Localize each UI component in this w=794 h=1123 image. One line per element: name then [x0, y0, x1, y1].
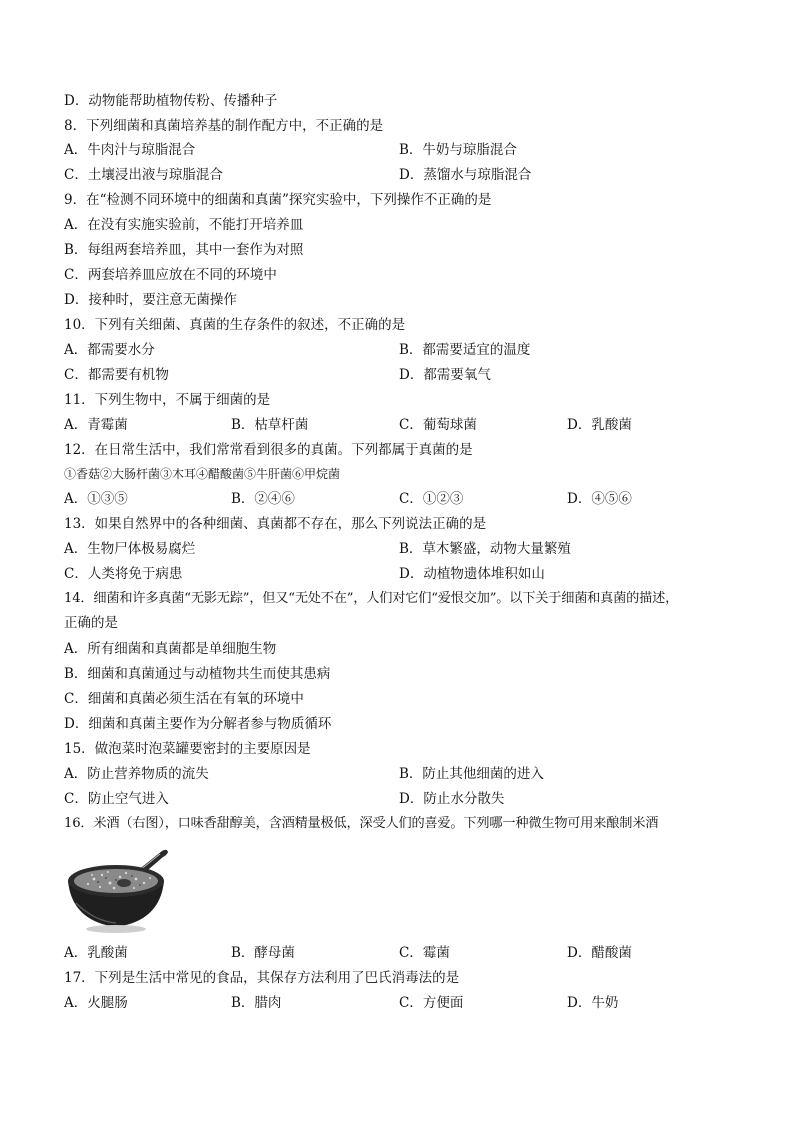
q11-option-b: B．枯草杆菌: [231, 417, 309, 433]
q12-stem: 12．在日常生活中，我们常常看到很多的真菌。下列都属于真菌的是: [64, 442, 473, 458]
q17-option-a: A．火腿肠: [64, 995, 128, 1011]
q17-option-b: B．腊肉: [231, 995, 282, 1011]
q16-option-a: A．乳酸菌: [64, 945, 128, 961]
q8-option-a: A．牛肉汁与琼脂混合: [64, 142, 196, 158]
q10-option-c: C．都需要有机物: [64, 367, 169, 383]
q14-option-d: D．细菌和真菌主要作为分解者参与物质循环: [64, 716, 332, 732]
q12-option-c: C．①②③: [399, 491, 464, 507]
q15-stem: 15．做泡菜时泡菜罐要密封的主要原因是: [64, 741, 311, 757]
q14-stem-line1: 14．细菌和许多真菌“无影无踪”，但又“无处不在”，人们对它们“爱恨交加”。以下关于细菌和真菌的描述，: [64, 591, 679, 606]
q8-option-d: D．蒸馏水与琼脂混合: [399, 167, 532, 183]
q13-option-a: A．生物尸体极易腐烂: [64, 541, 196, 557]
q17-option-d: D．牛奶: [567, 995, 619, 1011]
q16-option-b: B．酵母菌: [231, 945, 295, 961]
q13-option-b: B．草木繁盛，动物大量繁殖: [399, 541, 571, 557]
q15-option-d: D．防止水分散失: [399, 791, 505, 807]
q13-option-c: C．人类将免于病患: [64, 566, 183, 582]
rice-wine-bowl-image: [64, 843, 172, 935]
q10-option-a: A．都需要水分: [64, 342, 155, 358]
q9-option-a: A．在没有实施实验前，不能打开培养皿: [64, 217, 304, 233]
q15-option-b: B．防止其他细菌的进入: [399, 766, 544, 782]
q16-option-c: C．霉菌: [399, 945, 450, 961]
q14-option-b: B．细菌和真菌通过与动植物共生而使其患病: [64, 666, 331, 682]
q13-option-d: D．动植物遗体堆积如山: [399, 566, 545, 582]
q16-option-d: D．醋酸菌: [567, 945, 632, 961]
q10-option-d: D．都需要氧气: [399, 367, 491, 383]
q8-stem: 8．下列细菌和真菌培养基的制作配方中，不正确的是: [64, 118, 384, 134]
q15-option-a: A．防止营养物质的流失: [64, 766, 209, 782]
q7-option-d: D．动物能帮助植物传粉、传播种子: [64, 93, 278, 109]
q12-option-d: D．④⑤⑥: [567, 491, 632, 507]
q14-option-c: C．细菌和真菌必须生活在有氧的环境中: [64, 691, 304, 707]
q10-stem: 10．下列有关细菌、真菌的生存条件的叙述，不正确的是: [64, 317, 406, 333]
q11-option-d: D．乳酸菌: [567, 417, 632, 433]
q11-option-a: A．青霉菌: [64, 417, 128, 433]
q9-stem: 9．在“检测不同环境中的细菌和真菌”探究实验中，下列操作不正确的是: [64, 192, 492, 208]
q9-option-c: C．两套培养皿应放在不同的环境中: [64, 267, 277, 283]
q8-option-c: C．土壤浸出液与琼脂混合: [64, 167, 223, 183]
q15-option-c: C．防止空气进入: [64, 791, 169, 807]
q17-option-c: C．方便面: [399, 995, 464, 1011]
q12-option-a: A．①③⑤: [64, 491, 128, 507]
q14-stem-line2: 正确的是: [64, 615, 118, 631]
q10-option-b: B．都需要适宜的温度: [399, 342, 531, 358]
q9-option-d: D．接种时，要注意无菌操作: [64, 292, 237, 308]
q11-option-c: C．葡萄球菌: [399, 417, 477, 433]
q12-option-b: B．②④⑥: [231, 491, 295, 507]
q14-option-a: A．所有细菌和真菌都是单细胞生物: [64, 641, 277, 657]
q12-organism-list: ①香菇②大肠杆菌③木耳④醋酸菌⑤牛肝菌⑥甲烷菌: [64, 467, 341, 481]
q17-stem: 17．下列是生活中常见的食品，其保存方法利用了巴氏消毒法的是: [64, 970, 460, 986]
q11-stem: 11．下列生物中，不属于细菌的是: [64, 392, 271, 408]
q16-stem: 16．米酒（右图），口味香甜醇美，含酒精量极低，深受人们的喜爱。下列哪一种微生物可用来酿制米酒: [64, 816, 659, 831]
q13-stem: 13．如果自然界中的各种细菌、真菌都不存在，那么下列说法正确的是: [64, 516, 487, 532]
q9-option-b: B．每组两套培养皿，其中一套作为对照: [64, 242, 304, 258]
q8-option-b: B．牛奶与琼脂混合: [399, 142, 517, 158]
